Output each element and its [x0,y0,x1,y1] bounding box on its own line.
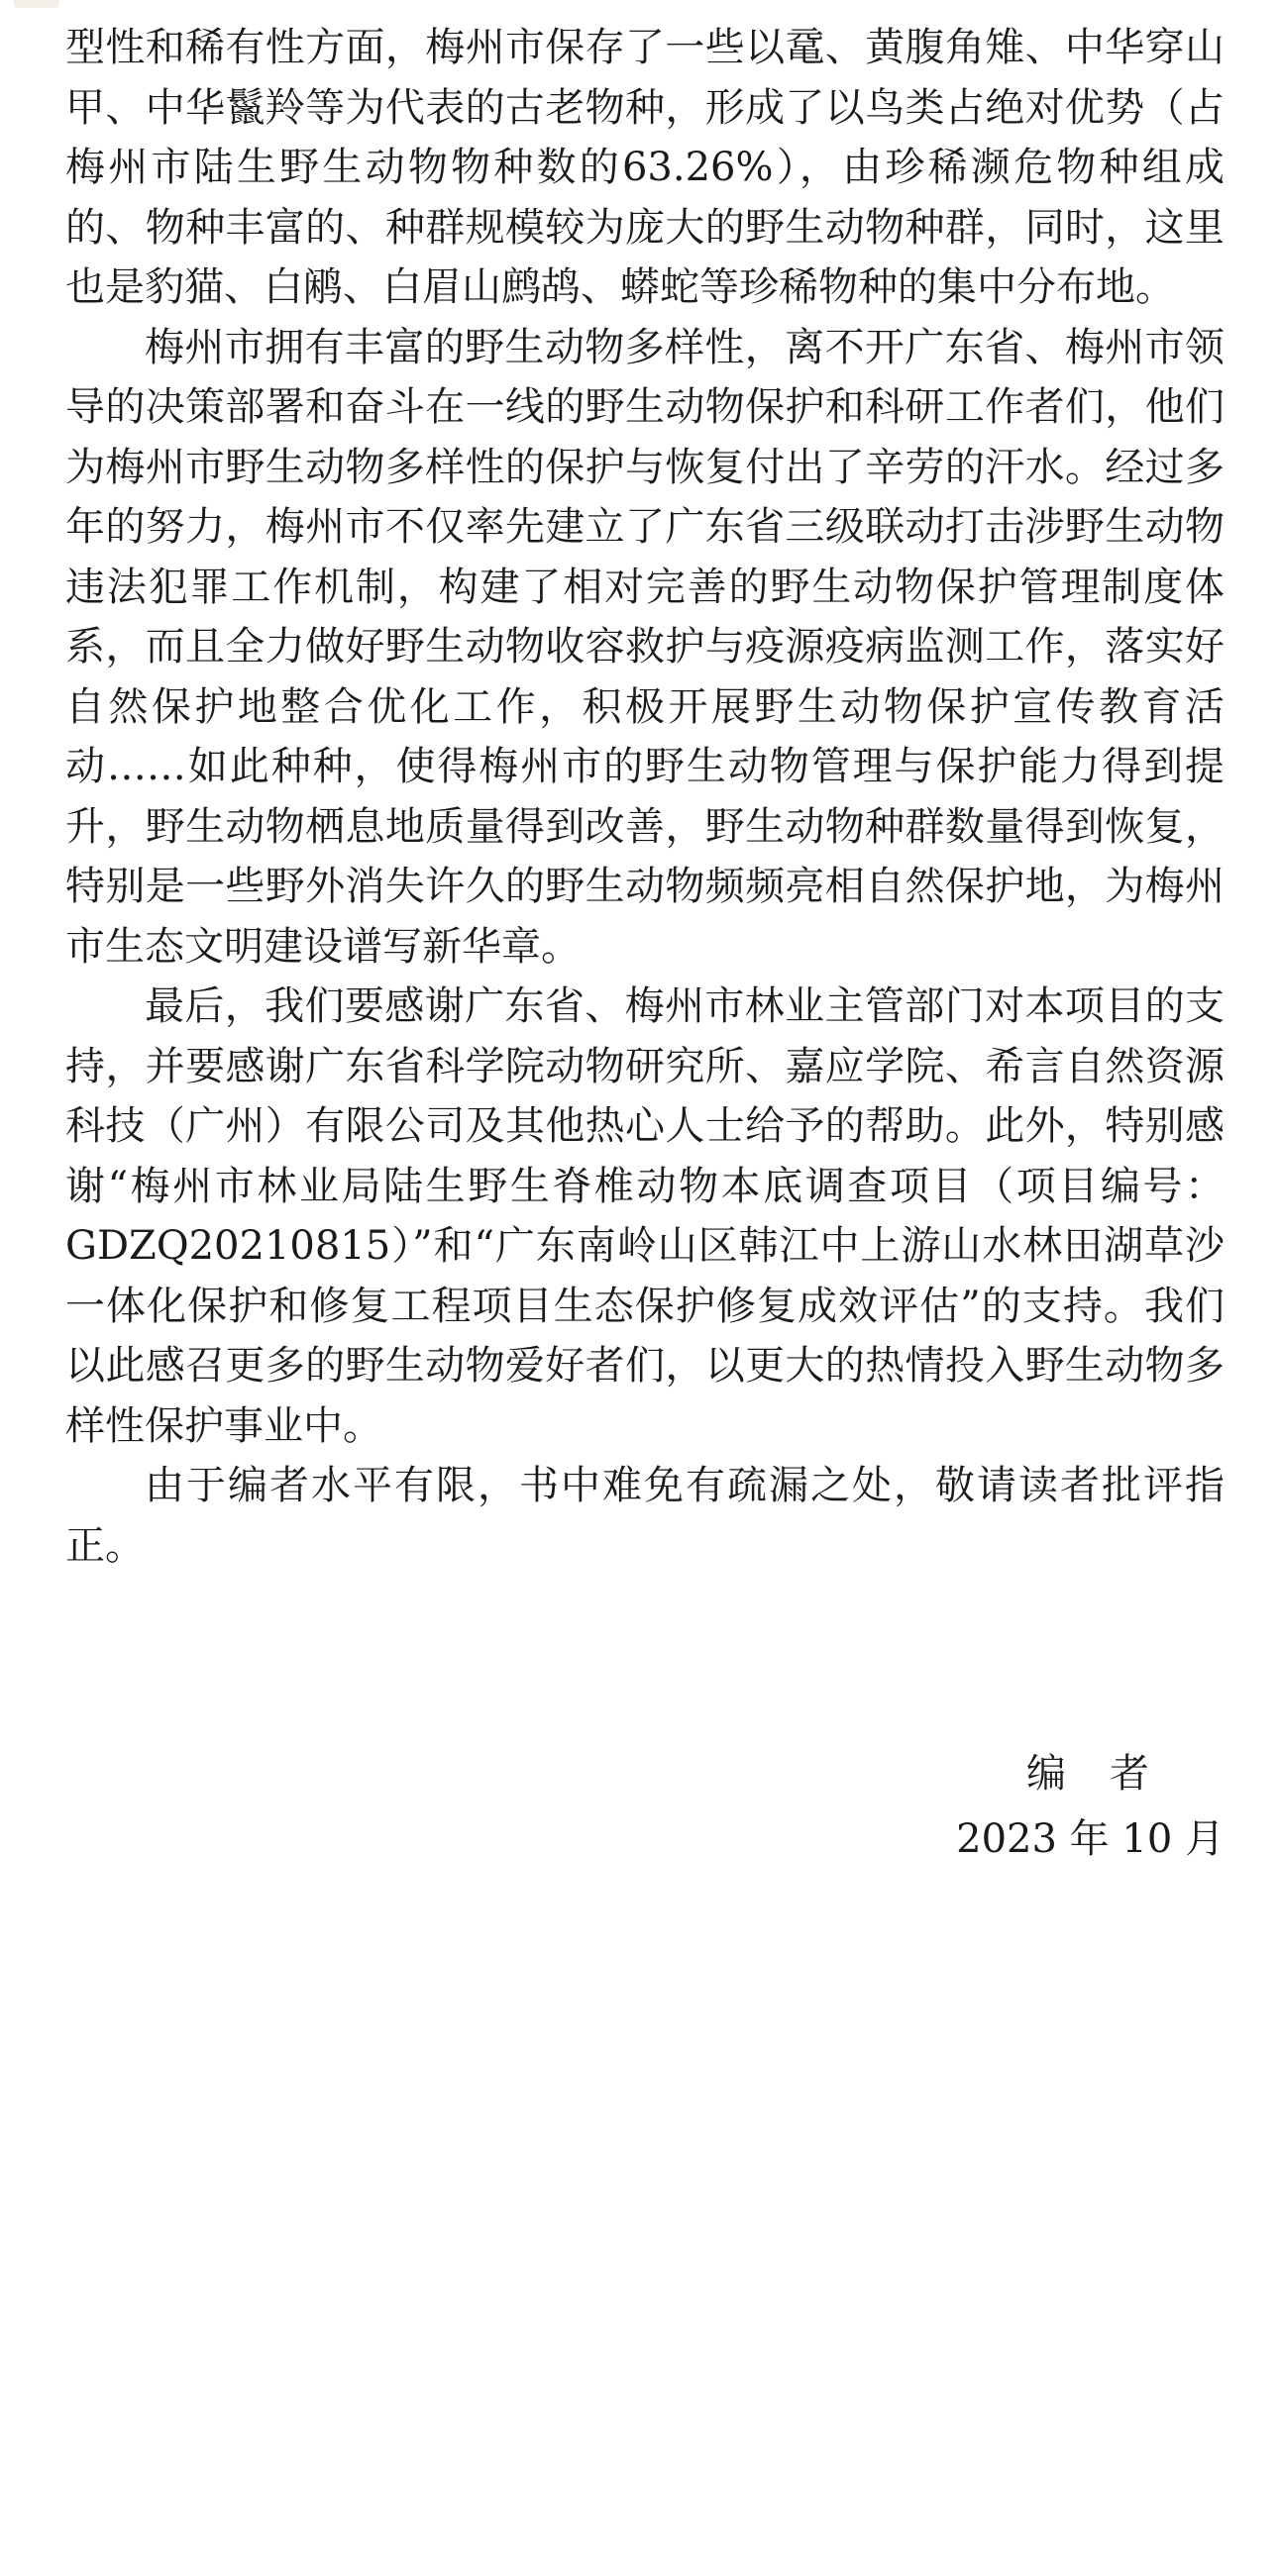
signature-block [956,1741,1225,1872]
signature-date: 2023 年 10 月 [956,1816,1225,1862]
paragraph-continued: 型性和稀有性方面，梅州市保存了一些以鼋、黄腹角雉、中华穿山甲、中华鬣羚等为代表的古老物种，形成了以鸟类占绝对优势（占梅州市陆生野生动物物种数的63.26%），由珍稀濒危物种组成的、物种丰富的、种群规模较为庞大的野生动物种群，同时，这里也是豹猫、白鹇、白眉山鹧鸪、蟒蛇等珍稀物种的集中分布地。 [65,25,1225,310]
paragraph-disclaimer: 由于编者水平有限，书中难免有疏漏之处，敬请读者批评指正。 [65,1463,1225,1569]
page-corner-mark [14,0,59,8]
preface-body [65,18,1225,1576]
paragraph-biodiversity-efforts: 梅州市拥有丰富的野生动物多样性，离不开广东省、梅州市领导的决策部署和奋斗在一线的野生动物保护和科研工作者们，他们为梅州市野生动物多样性的保护与恢复付出了辛劳的汗水。经过多年的努力，梅州市不仅率先建立了广东省三级联动打击涉野生动物违法犯罪工作机制，构建了相对完善的野生动物保护管理制度体系，而且全力做好野生动物收容救护与疫源疫病监测工作，落实好自然保护地整合优化工作，积极开展野生动物保护宣传教育活动……如此种种，使得梅州市的野生动物管理与保护能力得到提升，野生动物栖息地质量得到改善，野生动物种群数量得到恢复，特别是一些野外消失许久的野生动物频频亮相自然保护地，为梅州市生态文明建设谱写新华章。 [65,324,1225,970]
signature-author: 编者 [1026,1751,1193,1797]
paragraph-acknowledgements: 最后，我们要感谢广东省、梅州市林业主管部门对本项目的支持，并要感谢广东省科学院动物研究所、嘉应学院、希言自然资源科技（广州）有限公司及其他热心人士给予的帮助。此外，特别感谢“梅州市林业局陆生野生脊椎动物本底调查项目（项目编号：GDZQ20210815）”和“广东南岭山区韩江中上游山水林田湖草沙一体化保护和修复工程项目生态保护修复成效评估”的支持。我们以此感召更多的野生动物爱好者们，以更大的热情投入野生动物多样性保护事业中。 [65,983,1225,1449]
